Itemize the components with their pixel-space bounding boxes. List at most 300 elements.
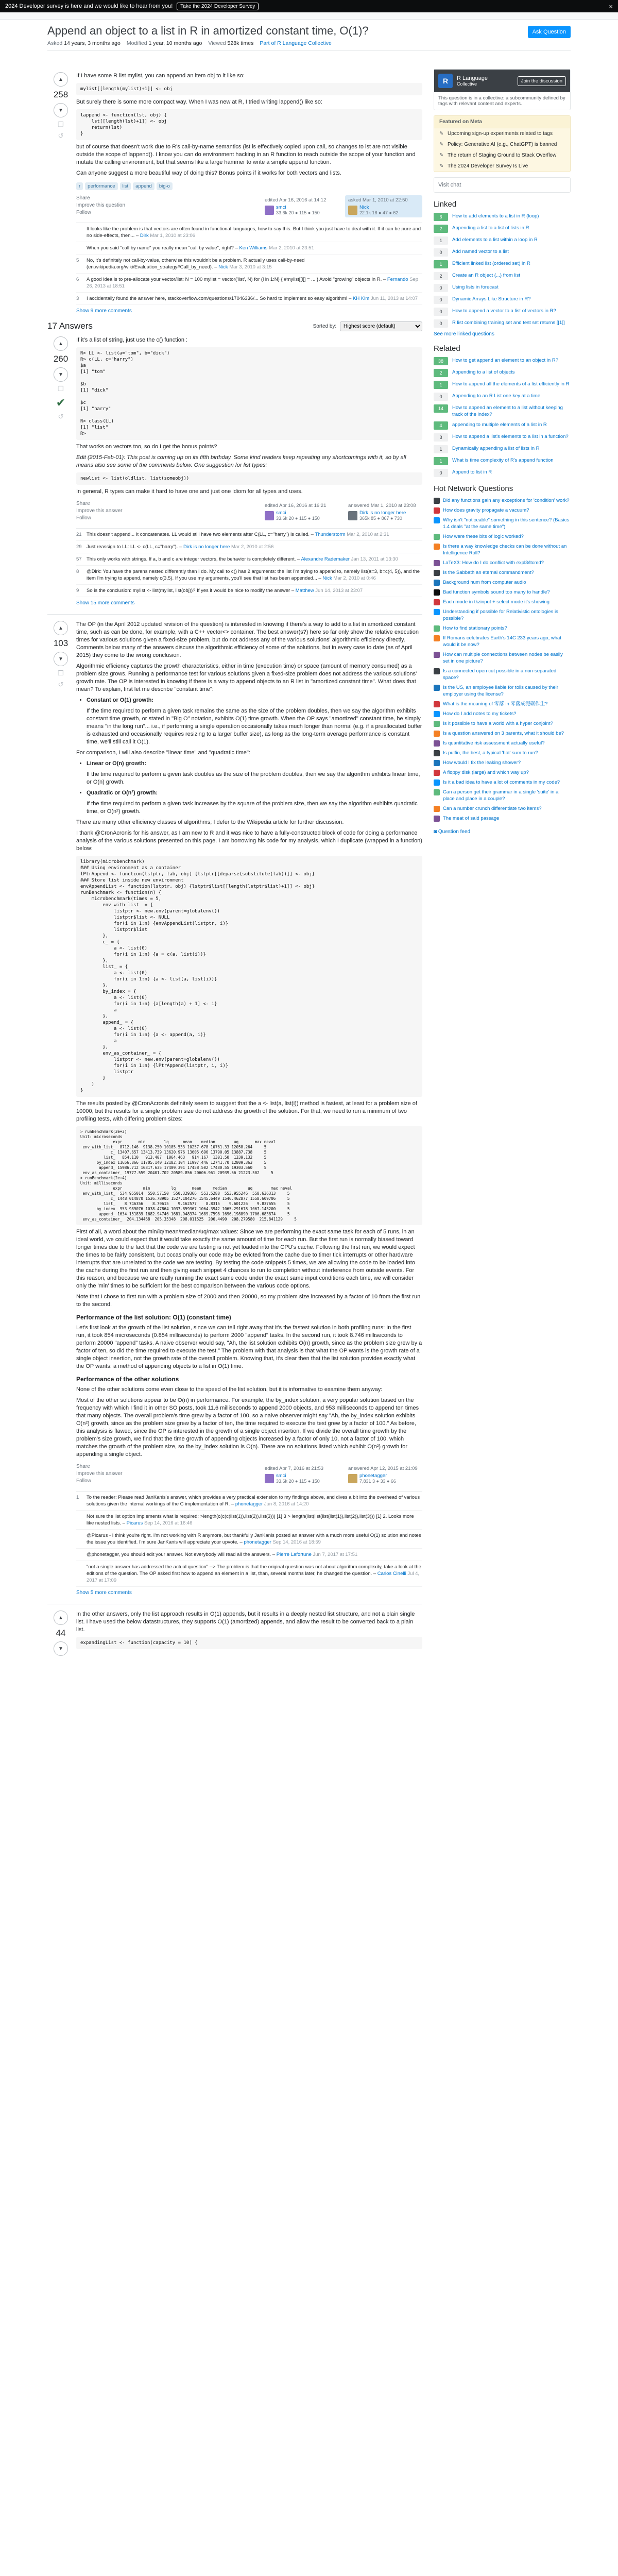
site-icon — [434, 731, 440, 737]
improve-link[interactable]: Improve this answer — [76, 1471, 123, 1477]
linked-item[interactable] — [434, 213, 571, 221]
site-icon — [434, 609, 440, 615]
list-item — [87, 760, 422, 786]
related-item[interactable] — [434, 457, 571, 465]
answered-date: answered Mar 1, 2010 at 23:08 — [348, 503, 416, 509]
hnq-item[interactable] — [434, 805, 571, 812]
tag-append[interactable]: append — [133, 182, 154, 190]
comment-text: Not sure the list option implements what is required: >length(c(c(c(list(1)),list(2)),list(3))) [1] 3 > length(list(list(list(list(1)),list(2)),list(3))) [1] 2. Looks more like nested lists. — [87, 1514, 414, 1526]
linked-item[interactable] — [434, 248, 571, 257]
comment-date[interactable]: Jun 14, 2013 at 23:07 — [315, 588, 363, 594]
related-item[interactable] — [434, 404, 571, 418]
site-icon — [434, 625, 440, 632]
linked-title[interactable]: Dynamic Arrays Like Structure in R? — [452, 296, 531, 302]
featured-link[interactable]: Upcoming sign-up experiments related to tags — [448, 131, 553, 137]
comment-date[interactable]: Jan 13, 2011 at 13:30 — [351, 556, 398, 562]
hnq-item[interactable] — [434, 635, 571, 648]
hnq-item[interactable] — [434, 759, 571, 766]
hnq-title[interactable]: LaTeX3: How do I do conflict with expl3/ltcmd? — [443, 560, 544, 566]
comment: It looks like the problem is that vectors are often found in functional languages, how to say this. But I think you just have to deal with it. If it can be pure and no side-effects, then... – Dirk Mar 1, 2010 at 23:06 — [76, 223, 422, 242]
linked-item[interactable] — [434, 296, 571, 304]
answer-text: If it's a list of string, just use the c() function : — [76, 337, 188, 343]
linked-item[interactable] — [434, 308, 571, 316]
comment-date[interactable]: Jun 11, 2013 at 14:07 — [370, 296, 418, 301]
tag-big-o[interactable]: big-o — [157, 182, 173, 190]
question-body-p3: but of course that doesn't work due to R's call-by-name semantics (lst is effectively copied upon call, so changes to lst are not visible outside the scope of lappend(). I know you can do environment hacking in an R function to reach outside the scope of your function and mutate the calling environment, but that seems like a large hammer to write a simple append function. — [76, 144, 416, 165]
hnq-item[interactable] — [434, 589, 571, 596]
editor-name[interactable]: smci — [276, 205, 286, 210]
hnq-title[interactable]: Can a number crunch differentiate two items? — [443, 806, 542, 811]
site-icon — [434, 498, 440, 504]
related-title[interactable]: How to append a list's elements to a list in a function? — [452, 434, 569, 439]
site-icon — [434, 779, 440, 786]
hnq-title[interactable]: Is it a bad idea to have a lot of comments in my code? — [443, 779, 560, 785]
related-title[interactable]: appending to multiple elements of a list in R — [452, 422, 547, 428]
question-feed-link[interactable] — [434, 829, 571, 835]
hnq-title[interactable]: A floppy disk (large) and which way up? — [443, 770, 529, 775]
main-content — [47, 69, 422, 1653]
hnq-item[interactable] — [434, 651, 571, 665]
related-title[interactable]: Appending to an R List one key at a time — [452, 393, 541, 399]
comment-user[interactable]: Picarus — [126, 1520, 143, 1526]
comment-user[interactable]: Nick — [218, 264, 228, 270]
vote-badge: 0 — [434, 284, 448, 292]
editor-rep: 33.6k 20 ● 115 ● 150 — [276, 1479, 320, 1484]
hnq-item[interactable] — [434, 750, 571, 756]
comment-user[interactable]: phonetagger — [244, 1539, 271, 1545]
tag-list[interactable]: list — [120, 182, 131, 190]
answer-vote-count: 103 — [53, 638, 68, 648]
sort-control — [313, 321, 422, 331]
follow-link[interactable]: Follow — [76, 210, 91, 215]
hnq-item[interactable] — [434, 684, 571, 698]
answer-vote-count: 260 — [53, 354, 68, 364]
related-list — [434, 357, 571, 477]
hnq-title[interactable]: If Romans celebrates Earth's 14C 233 years ago, what would it be now? — [443, 635, 561, 648]
downvote-icon[interactable]: ▼ — [54, 1641, 68, 1656]
hnq-title[interactable]: Can a person get their grammar in a single 'suite' in a place and place in a couple? — [443, 789, 559, 802]
site-icon — [434, 589, 440, 596]
answer-post — [47, 621, 422, 1604]
r-logo-icon[interactable]: R — [438, 74, 453, 88]
hnq-item[interactable] — [434, 730, 571, 737]
linked-title[interactable]: Efficient linked list (ordered set) in R — [452, 261, 530, 266]
comment-text: @phonetagger, you should edit your answer. Not everybody will read all the answers. — [87, 1552, 271, 1557]
comment-text: I accidentally found the answer here, stackoverflow.com/questions/17046336/... So hard to implement so easy algorithm! — [87, 296, 348, 301]
hnq-title[interactable]: The meat of said passage — [443, 816, 500, 821]
asked-date: asked Mar 1, 2010 at 22:50 — [348, 197, 408, 203]
site-icon — [434, 789, 440, 795]
code-block: newlist <- list(oldlist, list(someobj)) — [76, 472, 422, 485]
join-button[interactable]: Join the discussion — [518, 76, 566, 86]
comment-votes: 8 — [76, 569, 79, 574]
linked-title[interactable]: Add named vector to a list — [452, 249, 509, 255]
hnq-title[interactable]: How would I fix the leaking shower? — [443, 760, 521, 766]
related-item[interactable] — [434, 469, 571, 477]
answer-comments — [76, 1491, 422, 1587]
site-icon — [434, 507, 440, 514]
vote-badge: 1 — [434, 457, 448, 465]
show-more-comments[interactable]: Show 15 more comments — [76, 600, 135, 606]
editor-card — [262, 501, 339, 523]
featured-heading: Featured on Meta — [434, 116, 570, 128]
vote-badge: 0 — [434, 308, 448, 316]
growth-title: Linear or O(n) growth: — [87, 760, 147, 767]
linked-title[interactable]: Appending a list to a list of lists in R — [452, 225, 529, 231]
follow-link[interactable]: Follow — [76, 1478, 91, 1484]
vote-badge: 1 — [434, 381, 448, 389]
hnq-item[interactable] — [434, 720, 571, 727]
hnq-title[interactable]: Is the US, an employee liable for tolls caused by their employer using the license? — [443, 685, 558, 697]
asked-value: 14 years, 3 months ago — [64, 40, 121, 46]
collective-sub: Collective — [457, 81, 477, 87]
hnq-title[interactable]: Is pulfin, the best, a typical 'hot' sum to run? — [443, 750, 538, 756]
comment-user[interactable]: Dirk is no longer here — [183, 544, 230, 550]
comment-votes: 1 — [76, 1495, 79, 1500]
growth-list — [87, 697, 422, 746]
chat-icon: ✎ — [439, 131, 444, 137]
post-menu — [76, 501, 122, 522]
comment: 6 A good idea is to pre-allocate your vector/list: N = 100 mylist = vector('list', N) for (i in 1:N) { #mylist[[i]] = ... } Avoid "growing" objects in R. – Fernando Sep 26, 2013 at 18:51 — [76, 274, 422, 293]
avatar[interactable] — [265, 1474, 274, 1483]
editor-name[interactable]: smci — [276, 510, 286, 516]
vote-badge: 38 — [434, 357, 448, 365]
hnq-title[interactable]: How to find stationary points? — [443, 625, 507, 631]
hnq-item[interactable] — [434, 815, 571, 822]
growth-text: If the time required to perform a given task remains the same as the size of the problem doubles, then we say the algorithm exhibits constant time growth, or stated in "Big O" notation, exhibits O(1) time growth. When the OP says "amortized" constant time, he simply means "in the long run"... i.e., if performing a single operation occasionally takes much longer than normal (e.g. if a preallocated buffer is exhausted and occasionally requires resizing to a larger buffer size), as long as the long-term average performance is constant time, we'll still call it O(1). — [87, 708, 422, 745]
collective-link[interactable]: Part of R Language Collective — [260, 40, 332, 46]
site-icon — [434, 544, 440, 550]
comment-votes: 57 — [76, 556, 82, 562]
history-icon[interactable]: ↺ — [58, 132, 64, 140]
hnq-title[interactable]: Understanding if possible for Relativistic ontologies is possible? — [443, 609, 558, 621]
hnq-title[interactable]: How can multiple connections between nodes be easily set in one picture? — [443, 652, 563, 664]
hnq-title[interactable]: Is quantitative risk assessment actually useful? — [443, 740, 545, 746]
linked-title[interactable]: How to add elements to a list in R (loop) — [452, 213, 539, 219]
hnq-title[interactable]: Each mode in tkzinput + select mode it's showing — [443, 599, 550, 605]
answer-text: In general, R types can make it hard to have one and just one idiom for all types and uses. — [76, 488, 303, 495]
chat-icon: ✎ — [439, 142, 444, 147]
downvote-icon[interactable]: ▼ — [54, 103, 68, 117]
linked-item[interactable] — [434, 284, 571, 292]
hnq-item[interactable] — [434, 710, 571, 717]
related-title[interactable]: What is time complexity of R's append function — [452, 457, 554, 463]
tag-list — [76, 182, 422, 190]
linked-title[interactable]: Using lists in forecast — [452, 284, 499, 290]
editor-rep: 33.6k 20 ● 115 ● 150 — [276, 210, 320, 215]
comment-date[interactable]: Sep 14, 2016 at 16:46 — [144, 1520, 193, 1526]
featured-item[interactable] — [434, 128, 570, 139]
history-icon[interactable]: ↺ — [58, 681, 64, 688]
comment: 21 This doesn't append... It concatenates. LL would still have two elements after C(LL, c="harry") is called. – Thunderstorm Mar 2, 2010 at 2:31 — [76, 529, 422, 541]
answerer-name[interactable]: Dirk is no longer here — [359, 510, 406, 516]
featured-item[interactable] — [434, 139, 570, 150]
comment-votes: 3 — [76, 296, 79, 301]
answers-header — [47, 321, 422, 331]
related-title[interactable]: How to append an element to a list without keeping track of the index? — [452, 405, 563, 417]
comment-votes: 29 — [76, 544, 82, 550]
modified-value[interactable]: 1 year, 10 months ago — [148, 40, 202, 46]
linked-title[interactable]: Create an R object (...) from list — [452, 273, 520, 278]
related-item[interactable] — [434, 393, 571, 401]
linked-title[interactable]: R list combining training set and test set returns [[1]] — [452, 320, 565, 326]
comment-date[interactable]: Mar 2, 2010 at 2:31 — [347, 532, 389, 537]
hnq-item[interactable] — [434, 517, 571, 530]
featured-link[interactable]: Policy: Generative AI (e.g., ChatGPT) is banned — [448, 142, 557, 147]
code-block: expandingList <- function(capacity = 10) { — [76, 1637, 422, 1649]
ask-question-button[interactable]: Ask Question — [528, 26, 571, 38]
hnq-item[interactable] — [434, 668, 571, 681]
comment-date[interactable]: Jun 8, 2016 at 14:20 — [264, 1501, 309, 1507]
linked-item[interactable] — [434, 225, 571, 233]
viewed-value: 528k times — [227, 40, 254, 46]
editor-rep: 33.6k 20 ● 115 ● 150 — [276, 516, 320, 521]
comment-date[interactable]: Mar 2, 2010 at 23:51 — [269, 245, 314, 251]
related-item[interactable] — [434, 357, 571, 365]
hnq-title[interactable]: How does gravity propagate a vacuum? — [443, 507, 529, 513]
site-icon — [434, 711, 440, 717]
hnq-item[interactable] — [434, 740, 571, 747]
vote-badge: 1 — [434, 236, 448, 245]
linked-item[interactable] — [434, 260, 571, 268]
bookmark-icon[interactable]: ❐ — [58, 669, 64, 677]
signatures — [262, 195, 422, 217]
comment-user[interactable]: Fernando — [387, 277, 408, 282]
show-more-comments[interactable]: Show 9 more comments — [76, 308, 132, 314]
hnq-title[interactable]: Did any functions gain any exceptions for 'condition' work? — [443, 498, 570, 503]
related-item[interactable] — [434, 421, 571, 430]
rss-icon: ◙ — [434, 829, 438, 835]
answer-text: In the other answers, only the list approach results in O(1) appends, but it results in a deeply nested list structure, and not a plain single list. I have used the below datastructures, they supports O(1) (amortized) appends, and allow the result to be converted back to a plain list. — [76, 1611, 415, 1633]
comment-text: This doesn't append... It concatenates. LL would still have two elements after C(LL, c="harry") is called. — [87, 532, 310, 537]
comment-user[interactable]: Nick — [322, 575, 332, 581]
downvote-icon[interactable]: ▼ — [54, 652, 68, 666]
comment-date[interactable]: Sep 14, 2016 at 18:59 — [272, 1539, 321, 1545]
site-icon — [434, 570, 440, 576]
comment-text: It looks like the problem is that vectors are often found in functional languages, how to say this. But I think you just have to deal with it. If it can be pure and no side-effects, then... — [87, 226, 421, 239]
hnq-title[interactable]: Bad function symbols sound too many to handle? — [443, 589, 550, 595]
hnq-item[interactable] — [434, 769, 571, 776]
bookmark-icon[interactable]: ❐ — [58, 385, 64, 393]
upvote-icon[interactable]: ▲ — [54, 1611, 68, 1625]
answer-vote-cell — [52, 336, 70, 424]
share-link[interactable]: Share — [76, 1464, 90, 1469]
follow-link[interactable]: Follow — [76, 515, 91, 521]
growth-title: Quadratic or O(n²) growth: — [87, 790, 158, 796]
related-item[interactable] — [434, 381, 571, 389]
related-item[interactable] — [434, 445, 571, 453]
hnq-title[interactable]: Background hum from computer audio — [443, 580, 526, 585]
share-link[interactable]: Share — [76, 195, 90, 201]
vote-badge: 0 — [434, 319, 448, 328]
answerer-name[interactable]: phonetagger — [359, 1473, 387, 1479]
hnq-item[interactable] — [434, 497, 571, 504]
comment-votes: 6 — [76, 277, 79, 282]
tag-r[interactable]: r — [76, 182, 83, 190]
downvote-icon[interactable]: ▼ — [54, 367, 68, 382]
hnq-title[interactable]: Is a connected open cut possible in a non-separated space? — [443, 668, 557, 681]
related-title[interactable]: Dynamically appending a list of lists in R — [452, 446, 540, 451]
survey-button[interactable]: Take the 2024 Developer Survey — [177, 3, 259, 10]
improve-link[interactable]: Improve this answer — [76, 508, 123, 514]
hnq-title[interactable]: How were these bits of logic worked? — [443, 534, 524, 539]
site-icon — [434, 740, 440, 747]
comment-date[interactable]: Jul 4, 2017 at 17:09 — [87, 1571, 420, 1583]
hnq-item[interactable] — [434, 608, 571, 622]
sort-select[interactable] — [340, 321, 422, 331]
upvote-icon[interactable]: ▲ — [54, 336, 68, 351]
answer-text: None of the other solutions come even close to the speed of the list solution, but it is informative to examine them anyway: — [76, 1386, 383, 1393]
featured-item[interactable] — [434, 161, 570, 172]
linked-item[interactable] — [434, 272, 571, 280]
hnq-item[interactable] — [434, 533, 571, 540]
related-heading: Related — [434, 344, 460, 353]
collective-name[interactable]: R Language — [457, 75, 488, 81]
comment-date[interactable]: Sep 26, 2013 at 18:51 — [87, 277, 419, 289]
hnq-heading: Hot Network Questions — [434, 484, 513, 493]
hnq-title[interactable]: Why isn't "noticeable" something in this sentence? (Basics 1.4 deals "at the same time") — [443, 517, 570, 530]
answer-text: Let's first look at the growth of the list solution, since we can tell right away that it's the fastest solution in both profiling runs: In the first run, it took 854 microseconds (0.854 milliseconds) to perform 2000 "append" tasks. In the second run, it took 8.746 milliseconds to perform 20000 "append" tasks. A naive observer would say, "Ah, the list solution exhibits O(n) growth, since as the problem size grew by a factor of ten, so did the time required to execute the test." The problem with that analysis is that what the OP wants is the growth rate of a single object insertion, not the growth rate of the overall problem. Knowing that, it's clear then that the list solution provides exactly what the OP wants: a method of appending objects to a list in O(1) time. — [76, 1325, 422, 1369]
hnq-item[interactable] — [434, 507, 571, 514]
bookmark-icon[interactable]: ❐ — [58, 121, 64, 128]
improve-link[interactable]: Improve this question — [76, 202, 126, 208]
hnq-title[interactable]: What is the meaning of 零落 in 零落成泥碾作尘? — [443, 701, 548, 707]
signatures — [262, 1464, 422, 1486]
site-icon — [434, 599, 440, 605]
close-icon[interactable]: × — [609, 2, 613, 10]
featured-item[interactable] — [434, 150, 570, 161]
comment-user[interactable]: KH Kim — [352, 296, 370, 301]
comment: 1 To the reader: Please read JanKanis's answer, which provides a very practical extension to my findings above, and dives a bit into the overhead of various solutions given the internal workings of the C implementation of R. – phonetagger Jun 8, 2016 at 14:20 — [76, 1492, 422, 1511]
linked-title[interactable]: How to append a vector to a list of vectors in R? — [452, 308, 556, 314]
comment-date[interactable]: Mar 2, 2010 at 2:56 — [231, 544, 274, 550]
avatar[interactable] — [348, 511, 357, 520]
hnq-item[interactable] — [434, 789, 571, 802]
edited-date[interactable]: edited Apr 16, 2016 at 16:21 — [265, 503, 327, 509]
answerer-rep: 365k 85 ● 867 ● 730 — [359, 516, 402, 521]
linked-item[interactable] — [434, 319, 571, 328]
vote-badge: 2 — [434, 369, 448, 377]
hnq-item[interactable] — [434, 560, 571, 566]
answer-text: I thank @CronAcronis for his answer, as I am new to R and it was nice to have a fully-constructed block of code for doing a performance analysis of the various solutions presented on this page. I am borrowing his code for my analysis, which I duplicate (wrapped in a function) below: — [76, 830, 422, 852]
question-comments — [76, 223, 422, 305]
editor-name[interactable]: smci — [276, 1473, 286, 1479]
related-title[interactable]: How to get append an element to an object in R? — [452, 358, 558, 363]
chat-icon: ✎ — [439, 152, 444, 158]
related-item[interactable] — [434, 369, 571, 377]
comment-user[interactable]: Alexandre Rademaker — [301, 556, 350, 562]
comment: 3 I accidentally found the answer here, stackoverflow.com/questions/17046336/... So hard to implement so easy algorithm! – KH Kim Jun 11, 2013 at 14:07 — [76, 293, 422, 305]
avatar[interactable] — [348, 206, 357, 215]
comment-date[interactable]: Mar 1, 2010 at 23:06 — [150, 233, 196, 239]
featured-link[interactable]: The return of Staging Ground to Stack Overflow — [448, 152, 557, 158]
comment-text: @Picarus - I think you're right. I'm not working with R anymore, but thankfully JanKanis posted an answer with a much more useful O(1) solution and notes the issue you identified. I'm sure JanKanis will appreciate your upvote. — [87, 1533, 421, 1545]
see-more-linked[interactable]: See more linked questions — [434, 331, 494, 337]
site-icon — [434, 760, 440, 766]
comment-date[interactable]: Jun 7, 2017 at 17:51 — [313, 1552, 358, 1557]
comment-user[interactable]: Dirk — [140, 233, 149, 239]
answer-text: Note that I chose to first run with a problem size of 2000 and then 20000, so my problem size increased by a factor of 10 from the first run to the second. — [76, 1294, 421, 1308]
hnq-title[interactable]: Is a question answered on 3 parents, what it should be? — [443, 731, 564, 736]
site-icon — [434, 580, 440, 586]
related-title[interactable]: How to append all the elements of a list efficiently in R — [452, 381, 570, 387]
hnq-title[interactable]: How do I add notes to my tickets? — [443, 711, 517, 717]
site-icon — [434, 750, 440, 756]
hnq-title[interactable]: Is the Sabbath an eternal commandment? — [443, 570, 534, 575]
hnq-title[interactable]: Is there a way knowledge checks can be done without an Intelligence Roll? — [443, 544, 567, 556]
comment-date[interactable]: Mar 2, 2010 at 0:46 — [333, 575, 376, 581]
comment-text: A good idea is to pre-allocate your vector/list: N = 100 mylist = vector('list', N) for (i in 1:N) { #mylist[[i]] = ... } Avoid "growing" objects in R. — [87, 277, 382, 282]
vote-badge: 0 — [434, 248, 448, 257]
related-item[interactable] — [434, 433, 571, 442]
comment-user[interactable]: Carlos Cinelli — [377, 1571, 406, 1577]
history-icon[interactable]: ↺ — [58, 413, 64, 420]
comment-votes: 9 — [76, 588, 79, 594]
share-link[interactable]: Share — [76, 501, 90, 506]
featured-link[interactable]: The 2024 Developer Survey Is Live — [448, 163, 528, 169]
comment-user[interactable]: phonetagger — [235, 1501, 263, 1507]
comment-user[interactable]: Pierre Lafortune — [276, 1552, 312, 1557]
hnq-title[interactable]: Is it possible to have a world with a hyper conjoint? — [443, 721, 553, 726]
comment-user[interactable]: Matthew — [295, 588, 314, 594]
comment: @phonetagger, you should edit your answer. Not everybody will read all the answers. – Pierre Lafortune Jun 7, 2017 at 17:51 — [76, 1549, 422, 1561]
site-icon — [434, 685, 440, 691]
upvote-icon[interactable]: ▲ — [54, 621, 68, 635]
site-icon — [434, 652, 440, 658]
edited-date[interactable]: edited Apr 7, 2016 at 21:53 — [265, 1466, 324, 1471]
comment-date[interactable]: Mar 3, 2010 at 3:15 — [229, 264, 272, 270]
visit-chat[interactable]: Visit chat — [434, 177, 571, 193]
hnq-item[interactable] — [434, 579, 571, 586]
code-block: lappend <- function(lst, obj) { lst[[length(lst)+1]] <- obj return(lst) } — [76, 109, 422, 140]
asker-name[interactable]: Nick — [359, 205, 369, 210]
hnq-item[interactable] — [434, 625, 571, 632]
post-menu — [76, 195, 125, 217]
answer-footer — [76, 501, 422, 523]
question-footer — [76, 195, 422, 217]
related-title[interactable]: Append to list in R — [452, 469, 492, 475]
vote-badge: 4 — [434, 421, 448, 430]
avatar[interactable] — [265, 511, 274, 520]
linked-item[interactable] — [434, 236, 571, 245]
hnq-item[interactable] — [434, 543, 571, 556]
site-icon — [434, 517, 440, 523]
section-heading: Performance of the list solution: O(1) (constant time) — [76, 1314, 231, 1321]
linked-title[interactable]: Add elements to a list within a loop in R — [452, 237, 538, 243]
hnq-item[interactable] — [434, 779, 571, 786]
avatar[interactable] — [265, 206, 274, 215]
upvote-icon[interactable]: ▲ — [54, 72, 68, 87]
top-bar — [0, 12, 618, 20]
sidebar — [434, 69, 571, 835]
site-icon — [434, 816, 440, 822]
question-vote-cell — [52, 72, 70, 143]
hnq-item[interactable] — [434, 599, 571, 605]
tag-performance[interactable]: performance — [85, 182, 117, 190]
answer-text: Algorithmic efficiency captures the growth characteristics, either in time (execution time) or space (amount of memory consumed) as a problem size grows. Running a performance test for various solutions given a fixed-size problem does not address the various solutions' growth rate. The OP is interested in knowing if there is a way to append objects to an R list in "amortized constant time". What does that mean? To explain, first let me describe "constant time": — [76, 663, 417, 692]
show-more-comments[interactable]: Show 5 more comments — [76, 1590, 132, 1596]
feed-label[interactable]: Question feed — [438, 829, 471, 835]
comment-user[interactable]: Thunderstorm — [315, 532, 346, 537]
avatar[interactable] — [348, 1474, 357, 1483]
hnq-item[interactable] — [434, 569, 571, 576]
asker-card — [345, 195, 422, 217]
edited-date[interactable]: edited Apr 16, 2016 at 14:12 — [265, 197, 327, 203]
comment-user[interactable]: Ken Williams — [239, 245, 268, 251]
hnq-item[interactable] — [434, 701, 571, 707]
related-title[interactable]: Appending to a list of objects — [452, 369, 515, 375]
question-title[interactable]: Append an object to a list in R in amortized constant time, O(1)? — [47, 24, 369, 37]
